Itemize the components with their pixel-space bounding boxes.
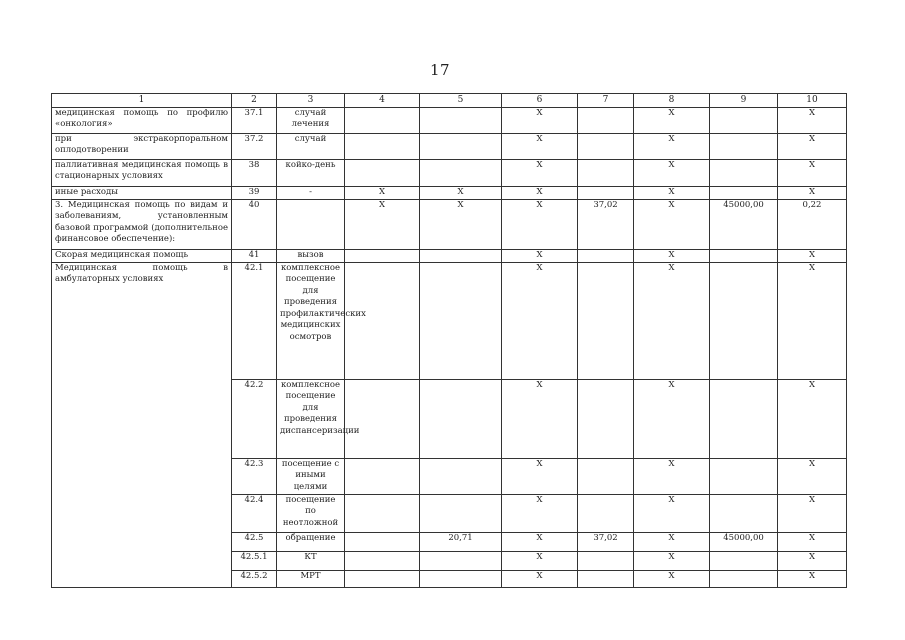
table-cell: Х: [345, 187, 420, 200]
table-cell: Х: [502, 187, 578, 200]
table-cell: 0,22: [778, 200, 847, 250]
table-cell: Х: [634, 108, 710, 134]
column-header: 2: [232, 94, 277, 108]
table-cell: Х: [778, 495, 847, 533]
table-cell: [578, 380, 634, 459]
table-cell: Х: [778, 533, 847, 552]
table-cell: [578, 108, 634, 134]
table-cell: Х: [502, 552, 578, 571]
row-number: 42.5: [232, 533, 277, 552]
table-cell: [710, 459, 778, 495]
row-label: иные расходы: [52, 187, 232, 200]
table-cell: [578, 134, 634, 160]
table-cell: Х: [778, 263, 847, 380]
table-cell: [710, 380, 778, 459]
table-cell: [345, 250, 420, 263]
table-cell: Х: [420, 187, 502, 200]
table-cell: Х: [420, 200, 502, 250]
table-cell: Х: [778, 571, 847, 588]
unit-cell: -: [277, 187, 345, 200]
row-number: 42.1: [232, 263, 277, 380]
row-number: 37.1: [232, 108, 277, 134]
table-cell: [710, 187, 778, 200]
unit-cell: койко-день: [277, 160, 345, 187]
table-cell: Х: [778, 160, 847, 187]
table-cell: [578, 552, 634, 571]
table-row: [52, 108, 847, 134]
table-cell: [420, 495, 502, 533]
column-header: 7: [578, 94, 634, 108]
table-cell: Х: [778, 108, 847, 134]
unit-cell: случай: [277, 134, 345, 160]
table-cell: Х: [502, 250, 578, 263]
table-cell: [420, 571, 502, 588]
table-cell: Х: [502, 263, 578, 380]
table-cell: Х: [634, 263, 710, 380]
table-cell: [710, 495, 778, 533]
unit-cell: комплексное посещение для проведения диспансеризации: [277, 380, 345, 459]
table-cell: [420, 160, 502, 187]
row-number: 37.2: [232, 134, 277, 160]
table-cell: [420, 134, 502, 160]
table-cell: Х: [778, 134, 847, 160]
row-number: 42.2: [232, 380, 277, 459]
row-number: 39: [232, 187, 277, 200]
table-cell: [578, 187, 634, 200]
row-label: Медицинская помощь в амбулаторных условиях: [52, 263, 232, 588]
table-cell: [710, 571, 778, 588]
row-label: Скорая медицинская помощь: [52, 250, 232, 263]
table-cell: [345, 571, 420, 588]
table-cell: Х: [778, 552, 847, 571]
table-row: [52, 160, 847, 187]
row-label: медицинская помощь по профилю «онкология»: [52, 108, 232, 134]
table-cell: Х: [634, 200, 710, 250]
table-cell: 37,02: [578, 200, 634, 250]
table-cell: [578, 250, 634, 263]
data-table: [51, 93, 847, 588]
row-label: паллиативная медицинская помощь в стационарных условиях: [52, 160, 232, 187]
unit-cell: посещение с иными целями: [277, 459, 345, 495]
table-cell: Х: [634, 571, 710, 588]
table-cell: [345, 108, 420, 134]
table-cell: Х: [502, 495, 578, 533]
row-number: 42.4: [232, 495, 277, 533]
table-cell: Х: [778, 380, 847, 459]
column-header: 1: [52, 94, 232, 108]
unit-cell: КТ: [277, 552, 345, 571]
table-cell: Х: [502, 160, 578, 187]
table-row: [52, 200, 847, 250]
table-cell: [420, 380, 502, 459]
column-header: 3: [277, 94, 345, 108]
table-row: [52, 134, 847, 160]
table-cell: 45000,00: [710, 533, 778, 552]
table-cell: [710, 263, 778, 380]
table-cell: [420, 459, 502, 495]
column-header: 8: [634, 94, 710, 108]
table-cell: [710, 134, 778, 160]
table-row: [52, 250, 847, 263]
unit-cell: случай лечения: [277, 108, 345, 134]
table-cell: 37,02: [578, 533, 634, 552]
unit-cell: посещение по неотложной: [277, 495, 345, 533]
table-cell: [420, 108, 502, 134]
column-header: 6: [502, 94, 578, 108]
table-cell: Х: [778, 187, 847, 200]
row-number: 42.5.1: [232, 552, 277, 571]
table-cell: [420, 250, 502, 263]
table-cell: Х: [634, 495, 710, 533]
column-header: 9: [710, 94, 778, 108]
table-cell: Х: [634, 380, 710, 459]
table-cell: [345, 552, 420, 571]
table-cell: [578, 160, 634, 187]
table-cell: 20,71: [420, 533, 502, 552]
table-cell: Х: [634, 160, 710, 187]
table-cell: [710, 160, 778, 187]
table-cell: Х: [502, 200, 578, 250]
table-cell: Х: [502, 571, 578, 588]
table-cell: Х: [778, 459, 847, 495]
unit-cell: обращение: [277, 533, 345, 552]
table-cell: [578, 571, 634, 588]
table-cell: [345, 533, 420, 552]
table-cell: [345, 263, 420, 380]
row-number: 41: [232, 250, 277, 263]
table-cell: Х: [502, 134, 578, 160]
table-cell: Х: [502, 108, 578, 134]
table-cell: Х: [634, 533, 710, 552]
table-cell: Х: [634, 250, 710, 263]
table-cell: Х: [502, 533, 578, 552]
table-cell: [578, 459, 634, 495]
unit-cell: МРТ: [277, 571, 345, 588]
table-cell: Х: [634, 134, 710, 160]
unit-cell: комплексное посещение для проведения профилактических медицинских осмотров: [277, 263, 345, 380]
table-row: [52, 263, 847, 380]
table-cell: [710, 552, 778, 571]
column-header: 10: [778, 94, 847, 108]
row-label: при экстракорпоральном оплодотворении: [52, 134, 232, 160]
unit-cell: [277, 200, 345, 250]
table-cell: [420, 552, 502, 571]
table-cell: [345, 459, 420, 495]
table-cell: Х: [634, 459, 710, 495]
page-number: 17: [430, 61, 451, 79]
table-cell: [710, 250, 778, 263]
table-cell: [578, 263, 634, 380]
table-cell: Х: [778, 250, 847, 263]
table-cell: [710, 108, 778, 134]
row-label: 3. Медицинская помощь по видам и заболеваниям, установленным базовой программой (дополнительное финансовое обеспечение):: [52, 200, 232, 250]
column-header: 5: [420, 94, 502, 108]
table-cell: [345, 160, 420, 187]
row-number: 42.5.2: [232, 571, 277, 588]
table-cell: 45000,00: [710, 200, 778, 250]
table-cell: Х: [502, 380, 578, 459]
table-cell: [345, 380, 420, 459]
table-row: [52, 187, 847, 200]
table-cell: Х: [345, 200, 420, 250]
table-cell: Х: [634, 552, 710, 571]
table-cell: [420, 263, 502, 380]
table-cell: Х: [502, 459, 578, 495]
unit-cell: вызов: [277, 250, 345, 263]
table-cell: [578, 495, 634, 533]
row-number: 40: [232, 200, 277, 250]
table-cell: Х: [634, 187, 710, 200]
table-cell: [345, 495, 420, 533]
row-number: 42.3: [232, 459, 277, 495]
table-header-row: [52, 94, 847, 108]
column-header: 4: [345, 94, 420, 108]
row-number: 38: [232, 160, 277, 187]
table-cell: [345, 134, 420, 160]
